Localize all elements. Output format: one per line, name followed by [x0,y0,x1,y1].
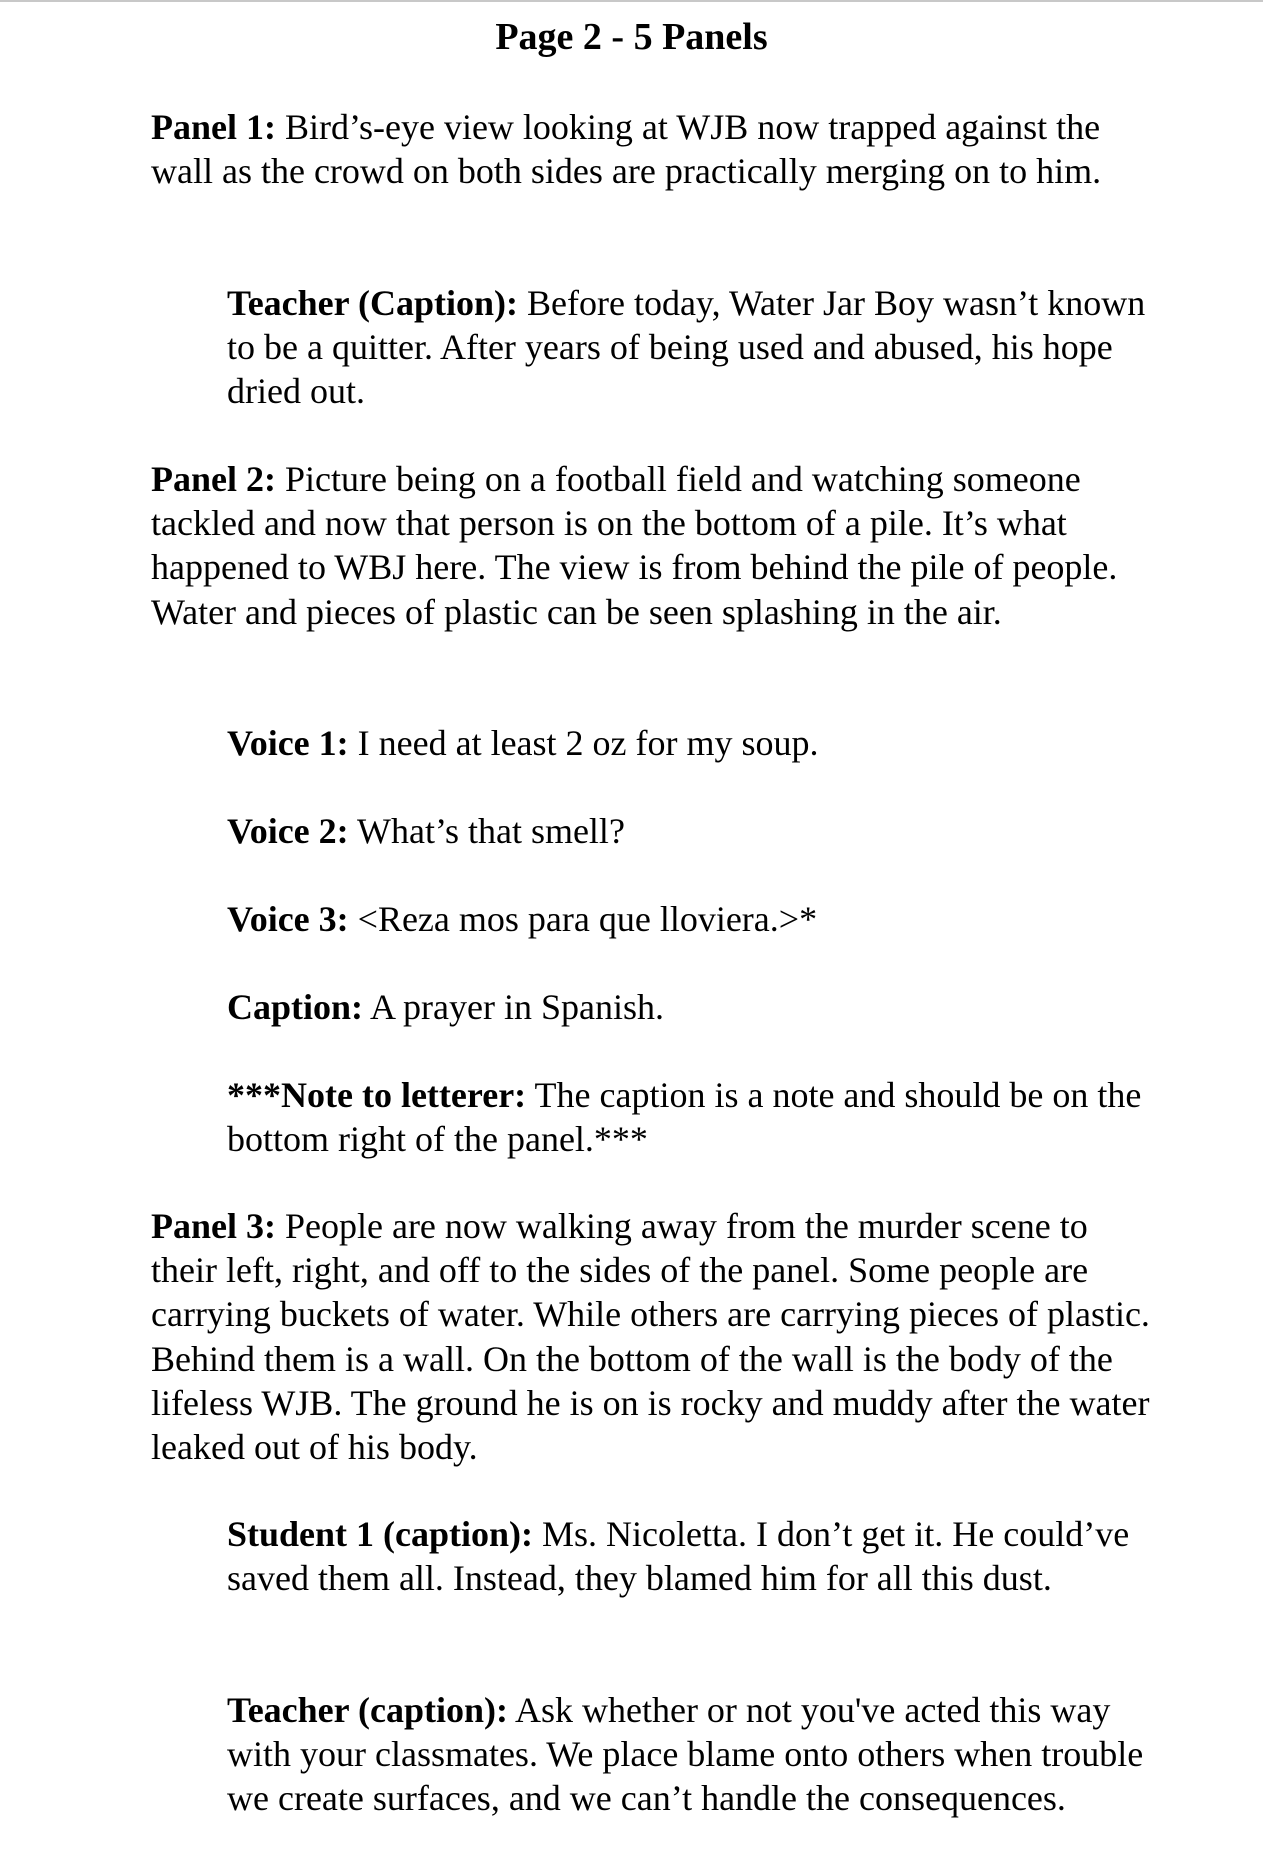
teacher-caption-2-label: Teacher (caption): [227,1690,508,1730]
panel-2-text: Picture being on a football field and watching someone tackled and now that person is on the bottom of a pile. It’s what happened to WBJ here. The view is from behind the pile of people. Water and pieces of plastic can be seen splashing in the air. [151,459,1118,632]
letterer-note [227,1073,1177,1161]
page-title: Page 2 - 5 Panels [495,16,768,58]
panel-1-description [151,105,1151,193]
panel-3-description [151,1204,1151,1469]
voice-2-text: What’s that smell? [348,811,625,851]
teacher-caption-1-label: Teacher (Caption): [227,283,518,323]
voice-3-label: Voice 3: [227,899,349,939]
student-1-caption [227,1512,1177,1600]
panel-2-label: Panel 2: [151,459,276,499]
teacher-caption-2 [227,1688,1177,1821]
panel-3-label: Panel 3: [151,1206,276,1246]
caption-label: Caption: [227,987,364,1027]
voice-3-dialog [227,897,1177,941]
voice-1-dialog [227,721,1177,765]
voice-1-label: Voice 1: [227,723,349,763]
panel-1-text: Bird’s-eye view looking at WJB now trapped against the wall as the crowd on both sides are practically merging on to him. [151,107,1102,192]
letterer-note-text: The caption is a note and should be on the bottom right of the panel.*** [227,1075,1142,1160]
student-1-caption-label: Student 1 (caption): [227,1514,534,1554]
caption-dialog [227,985,1177,1029]
teacher-caption-1 [227,281,1177,414]
voice-2-dialog [227,809,1177,853]
teacher-caption-1-text: Before today, Water Jar Boy wasn’t known to be a quitter. After years of being used and abused, his hope dried out. [227,283,1146,412]
voice-1-text: I need at least 2 oz for my soup. [348,723,819,763]
student-1-caption-text: Ms. Nicoletta. I don’t get it. He could’ve saved them all. Instead, they blamed him for all this dust. [227,1514,1130,1599]
panel-2-description [151,457,1151,634]
panel-1-label: Panel 1: [151,107,276,147]
teacher-caption-2-text: Ask whether or not you've acted this way with your classmates. We place blame onto others when trouble we create surfaces, and we can’t handle the consequences. [227,1690,1144,1819]
panel-3-text: People are now walking away from the murder scene to their left, right, and off to the sides of the panel. Some people are carrying buckets of water. While others are carrying pieces of plastic. Behind them is a wall. On the bottom of the wall is the body of the lifeless WJB. The ground he is on is rocky and muddy after the water leaked out of his body. [151,1206,1150,1468]
voice-2-label: Voice 2: [227,811,349,851]
letterer-note-label: ***Note to letterer: [227,1075,527,1115]
voice-3-text: <Reza mos para que lloviera.>* [348,899,818,939]
caption-text: A prayer in Spanish. [363,987,665,1027]
